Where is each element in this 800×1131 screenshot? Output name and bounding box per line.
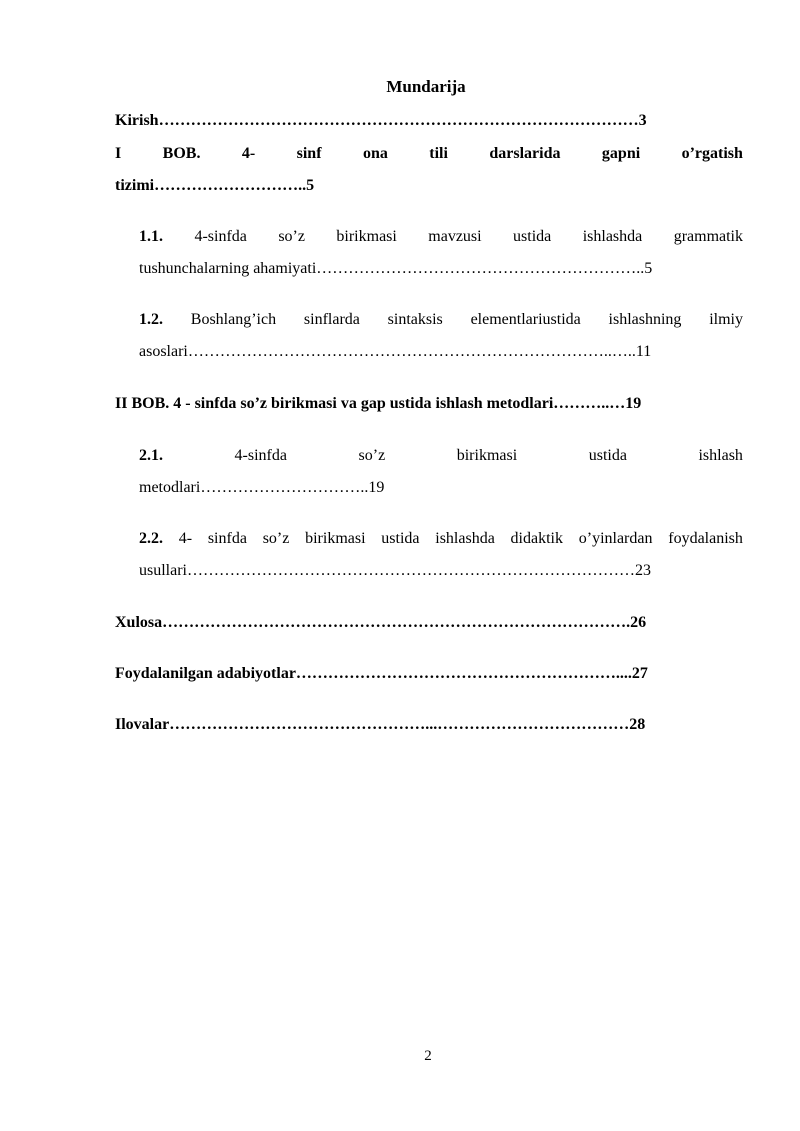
toc-entry-bob1-line1 [115, 143, 743, 165]
toc-entry-2-1-line1 [139, 445, 743, 467]
toc-entry-foydalanilgan-adabiyotlar: Foydalanilgan adabiyotlar……………………………………………………....27 [115, 665, 648, 682]
toc-word: ishlash [698, 447, 743, 464]
toc-word: ishlashda [435, 530, 495, 547]
toc-entry-xulosa: Xulosa…………………………………………………………………………….26 [115, 614, 647, 631]
toc-word: elementlariustida [470, 311, 581, 328]
toc-word: sintaksis [387, 311, 443, 328]
toc-entry-1-1-line2: tushunchalarning ahamiyati……………………………………………………..5 [139, 260, 653, 277]
toc-word: ona [362, 145, 388, 162]
toc-word: 4- [178, 530, 193, 547]
toc-word: BOB. [162, 145, 201, 162]
toc-word: ishlashda [582, 228, 643, 245]
toc-entry-kirish: Kirish………………………………………………………………………………3 [115, 112, 647, 129]
toc-word: grammatik [673, 228, 743, 245]
toc-word: birikmasi [305, 530, 366, 547]
toc-word: sinfda [207, 530, 247, 547]
toc-entry-1-2-line2: asoslari……………………………………………………………………..…..11 [139, 343, 652, 360]
toc-entry-2-2-line1 [139, 528, 743, 550]
toc-word: so’z [262, 530, 290, 547]
toc-word: foydalanish [668, 530, 743, 547]
toc-entry-1-2-line1 [139, 309, 743, 331]
toc-entry-bob2: II BOB. 4 - sinfda so’z birikmasi va gap ustida ishlash metodlari………..…19 [115, 395, 642, 412]
toc-word: so’z [358, 447, 386, 464]
toc-word: so’z [278, 228, 305, 245]
toc-word: o’yinlardan [578, 530, 653, 547]
section-number: 1.1. [139, 228, 163, 245]
section-number: 2.1. [139, 447, 163, 464]
toc-word: ilmiy [709, 311, 743, 328]
toc-entry-1-1-line1 [139, 226, 743, 248]
toc-word: o’rgatish [681, 145, 743, 162]
toc-word: Boshlang’ich [190, 311, 277, 328]
toc-entry-2-1-line2: metodlari…………………………..19 [139, 479, 385, 496]
page-number: 2 [424, 1048, 432, 1064]
toc-word: sinflarda [303, 311, 360, 328]
toc-word: tili [429, 145, 448, 162]
toc-word: ustida [381, 530, 420, 547]
toc-entry-bob1-line2: tizimi………………………..5 [115, 177, 315, 194]
toc-word: I [115, 145, 122, 162]
toc-word: ustida [588, 447, 627, 464]
toc-word: 4-sinfda [234, 447, 287, 464]
toc-word: birikmasi [336, 228, 397, 245]
toc-word: gapni [601, 145, 641, 162]
toc-word: didaktik [510, 530, 563, 547]
toc-entry-ilovalar: Ilovalar…………………………………………...………………………………28 [115, 716, 646, 733]
toc-word: 4- [241, 145, 256, 162]
page-title: Mundarija [386, 77, 466, 96]
toc-word: ustida [513, 228, 552, 245]
toc-entry-2-2-line2: usullari…………………………………………………………………………23 [139, 562, 651, 579]
toc-word: ishlashning [608, 311, 682, 328]
toc-word: sinf [296, 145, 322, 162]
toc-word: birikmasi [456, 447, 518, 464]
section-number: 1.2. [139, 311, 163, 328]
toc-word: darslarida [489, 145, 561, 162]
toc-word: mavzusi [428, 228, 482, 245]
toc-word: 4-sinfda [194, 228, 247, 245]
section-number: 2.2. [139, 530, 163, 547]
